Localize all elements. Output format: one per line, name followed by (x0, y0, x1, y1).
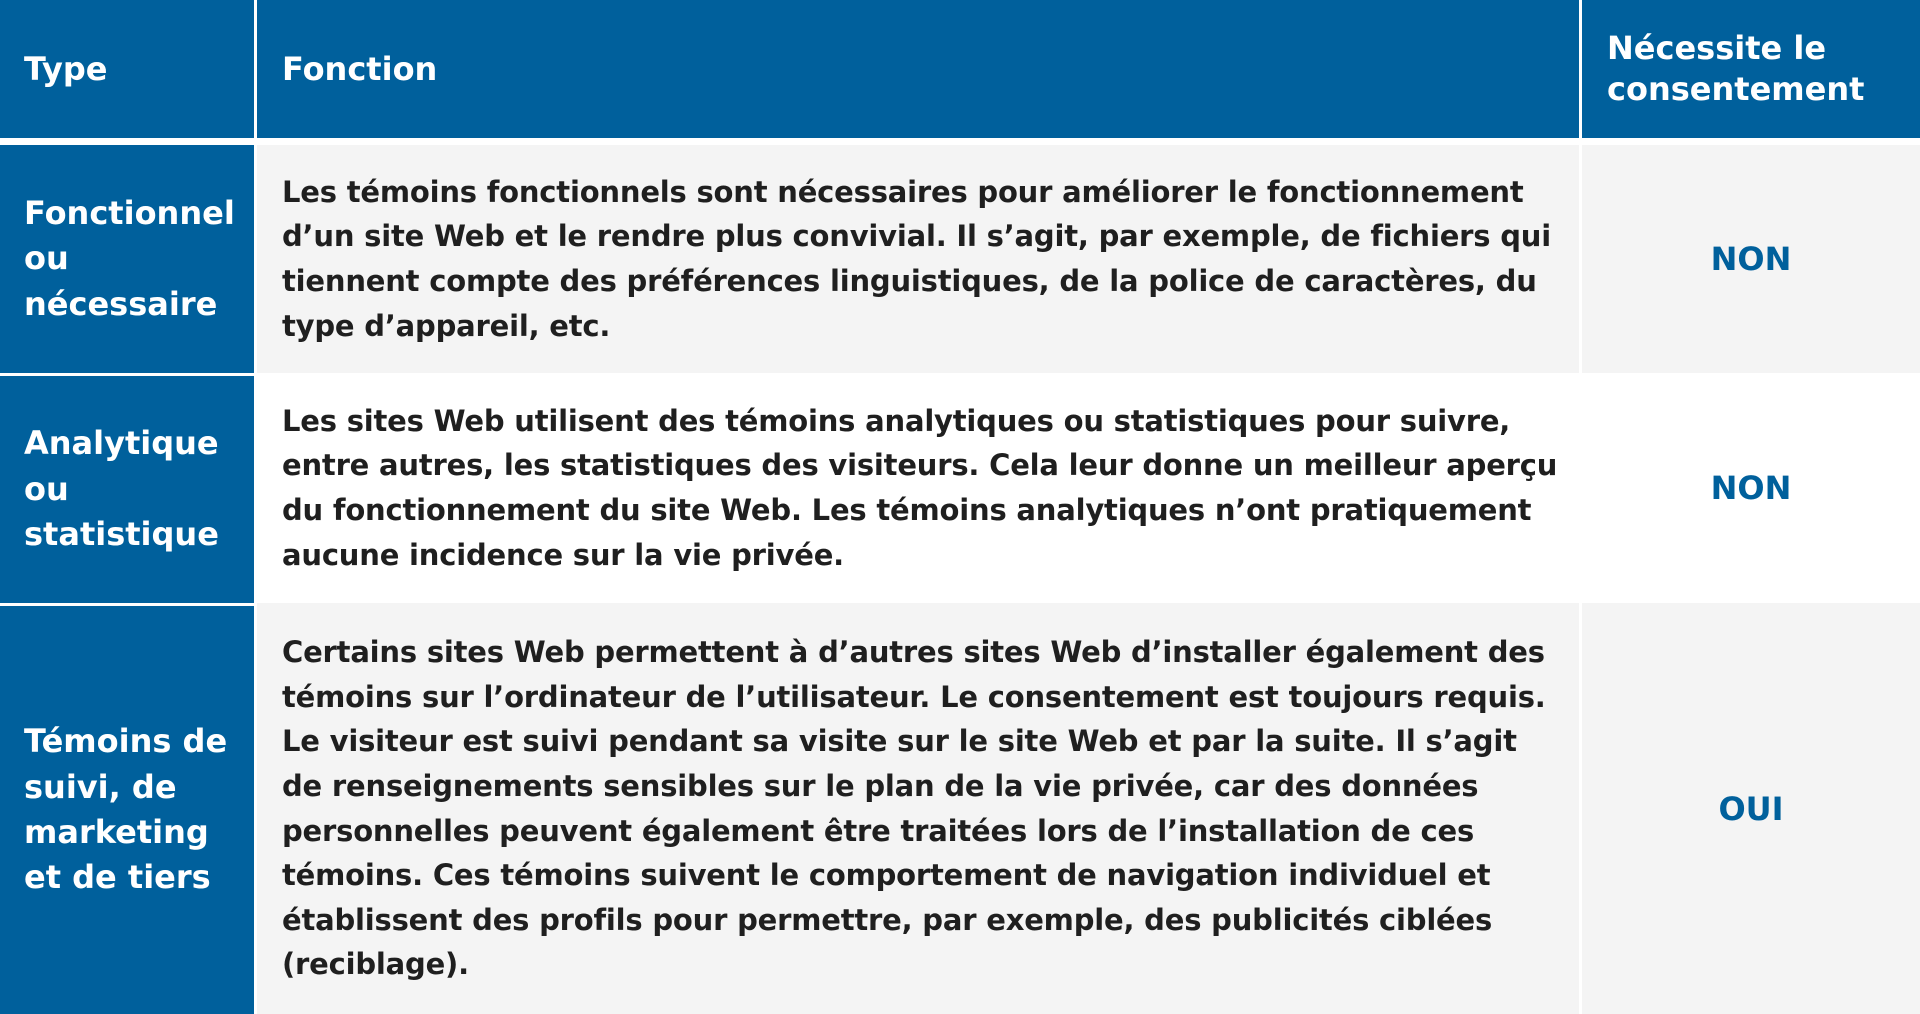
header-type-label: Type (24, 49, 108, 88)
consent-value: NON (1710, 469, 1792, 507)
column-divider (1579, 0, 1582, 1014)
header-consent (1582, 0, 1920, 138)
row-function-text: Les témoins fonctionnels sont nécessaires pour améliorer le fonctionnement d’un site Web et le rendre plus convivial. Il s’agit, par exemple, de fichiers qui tiennent compte des préférences linguistiques, de la police de caractères, du type d’appareil, etc. (282, 174, 1551, 343)
row-function-cell (0, 603, 1580, 1014)
row-consent-cell (1582, 603, 1920, 1014)
row-function-text: Certains sites Web permettent à d’autres sites Web d’installer également des témoins sur l’ordinateur de l’utilisateur. Le consentement est toujours requis. Le visiteur est suivi pendant sa visite sur le site Web et par la suite. Il s’agit de renseignements sensibles sur le plan de la vie privée, car des données personnelles peuvent également être traitées lors de l’installation de ces témoins. Ces témoins suivent le comportement de navigation individuel et établissent des profils pour permettre, par exemple, des publicités ciblées (reciblage). (282, 634, 1546, 982)
row-function-cell (0, 373, 1580, 603)
header-consent-label: Nécessite le consentement (1607, 29, 1865, 108)
row-consent-cell (1582, 373, 1920, 603)
row-function-text: Les sites Web utilisent des témoins analytiques ou statistiques pour suivre, entre autres, les statistiques des visiteurs. Cela leur donne un meilleur aperçu du fonctionnement du site Web. Les témoins analytiques n’ont pratiquement aucune incidence sur la vie privée. (282, 403, 1558, 572)
header-type (0, 0, 254, 138)
row-consent-cell (1582, 145, 1920, 373)
header-function-label: Fonction (282, 49, 438, 88)
row-type-label: Fonctionnel ou nécessaire (24, 193, 235, 323)
row-type-label: Témoins de suivi, de marketing et de tiers (24, 722, 228, 897)
row-type-label: Analytique ou statistique (24, 424, 219, 554)
header-function (257, 0, 1579, 138)
consent-value: NON (1710, 240, 1792, 278)
consent-value: OUI (1718, 789, 1784, 828)
row-function-cell (0, 145, 1580, 373)
column-divider (254, 0, 257, 1014)
